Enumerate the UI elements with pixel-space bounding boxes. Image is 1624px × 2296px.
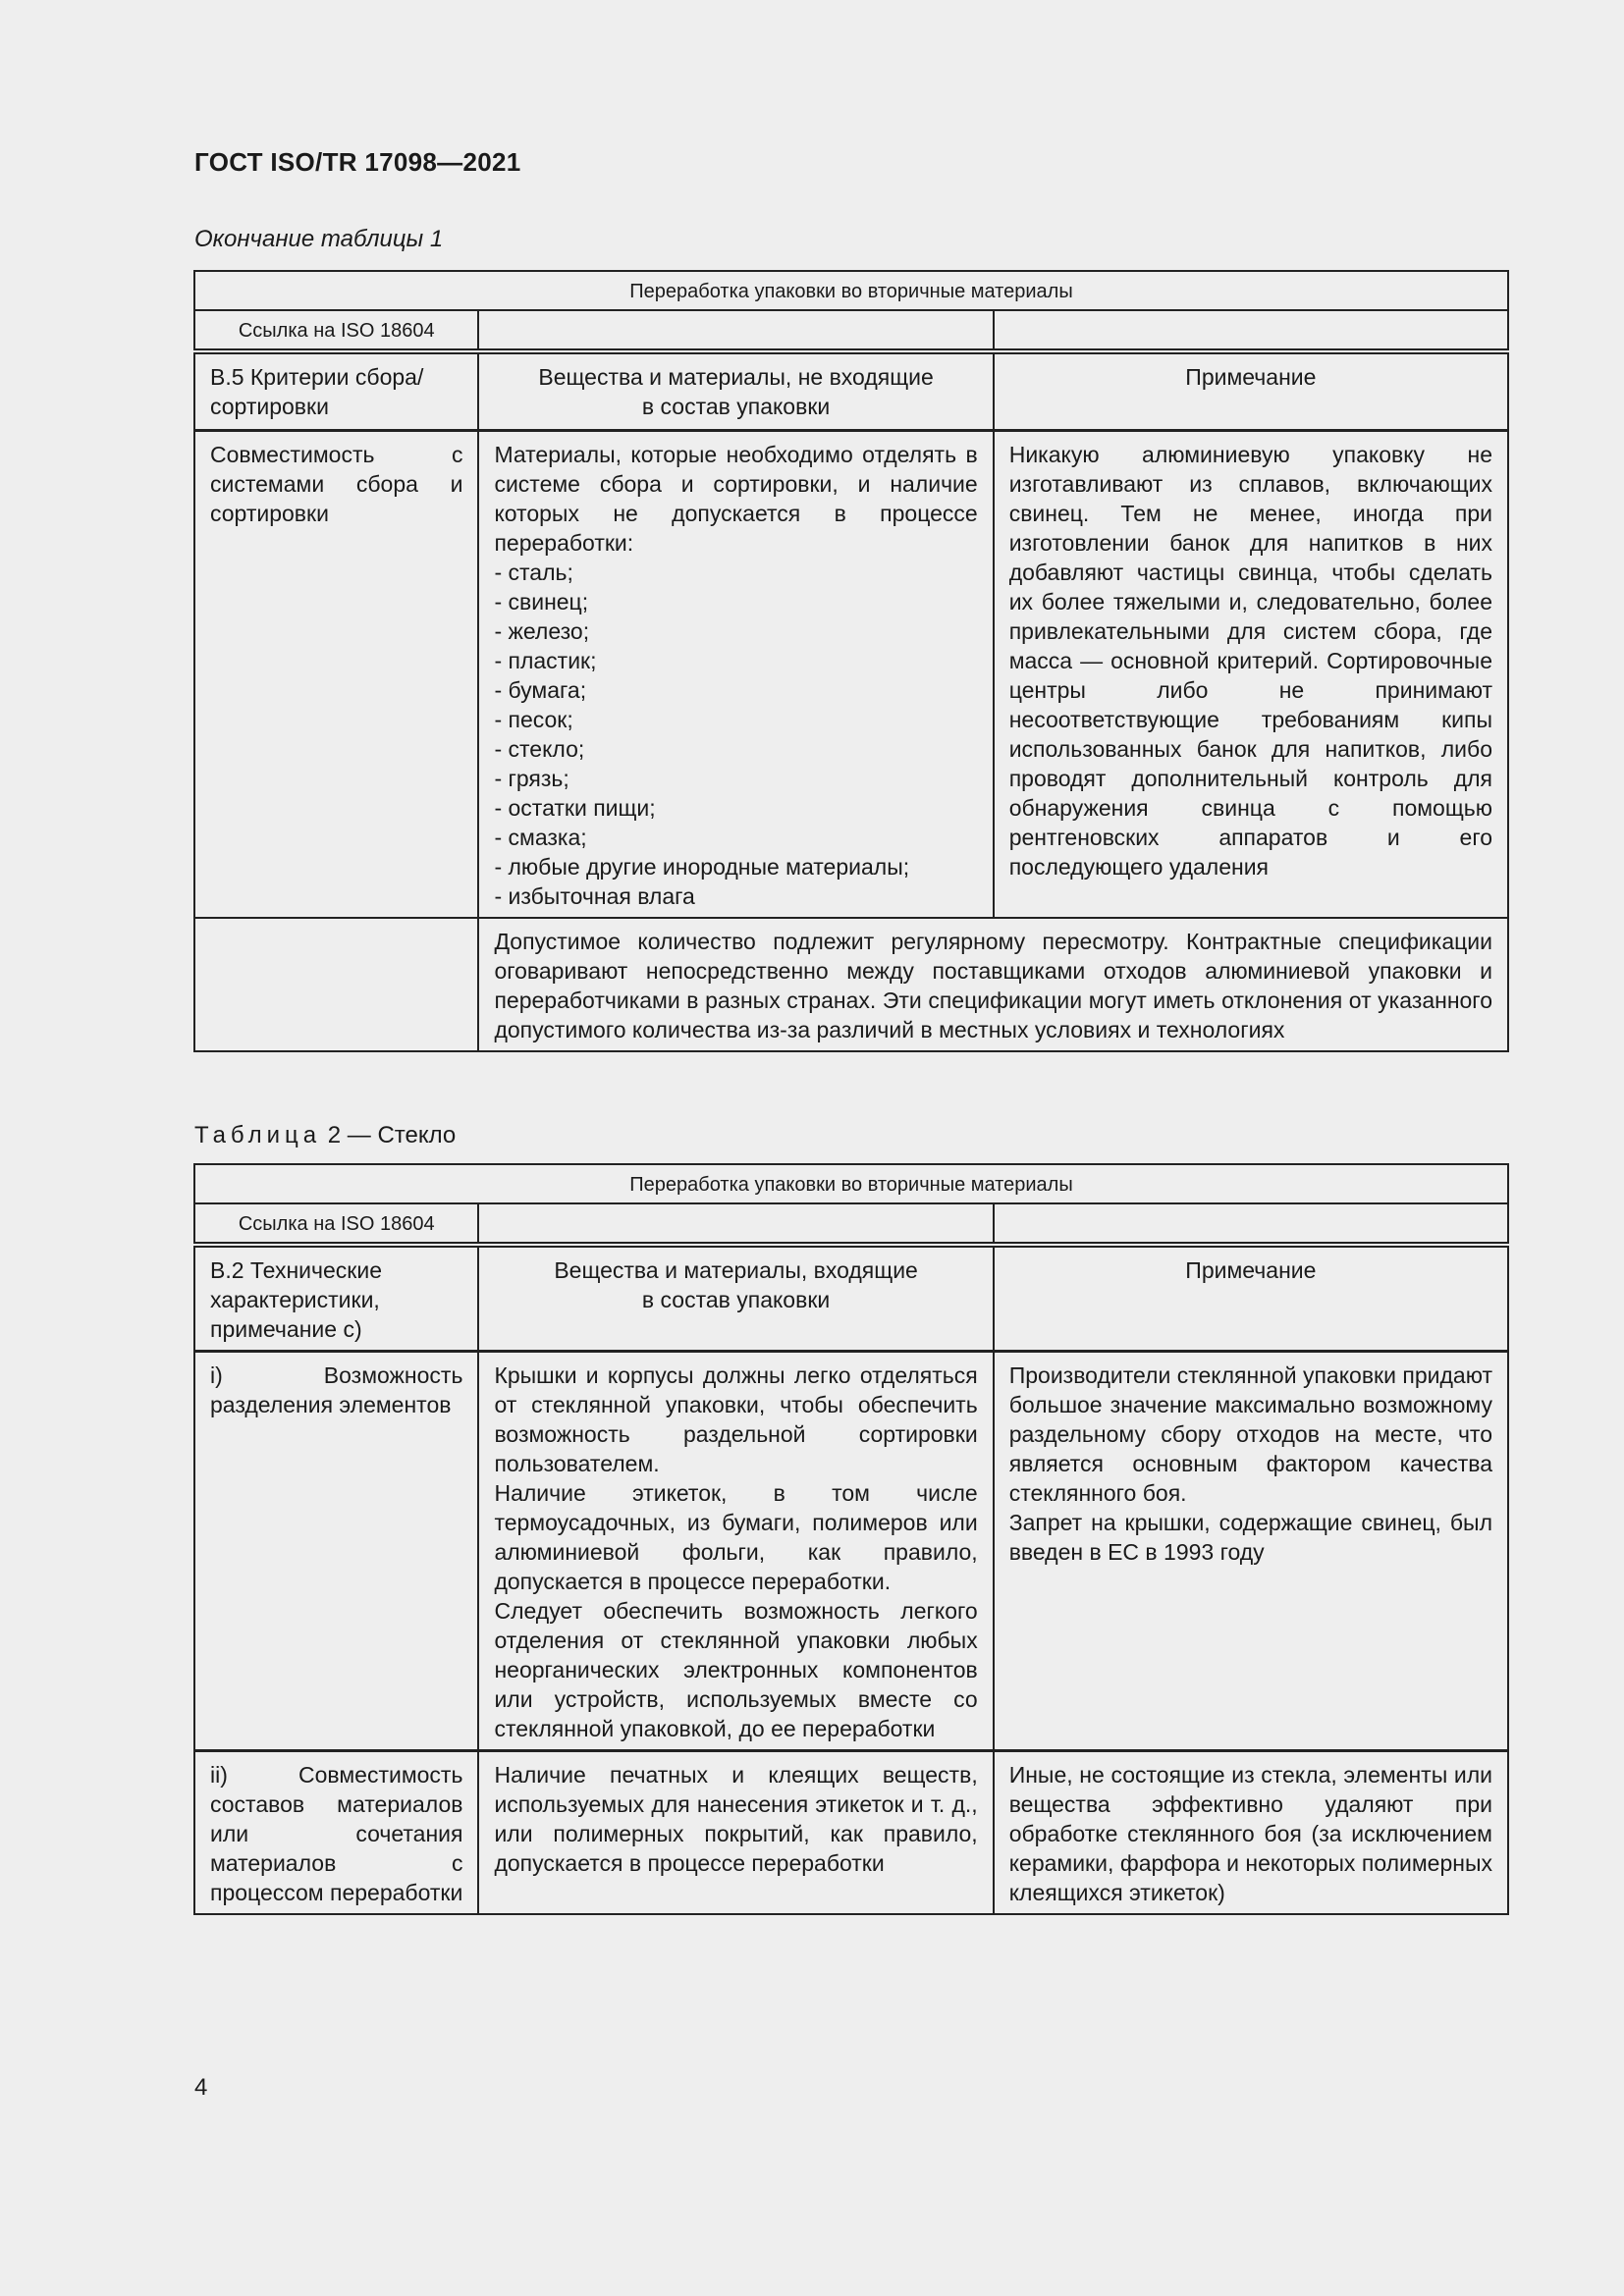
table-2-row1-note bbox=[994, 1352, 1508, 1751]
material-item: - избыточная влага bbox=[494, 883, 695, 909]
table-2-caption-rest: 2 — Стекло bbox=[321, 1122, 457, 1148]
table-2-ref-empty-2 bbox=[994, 1203, 1508, 1245]
page-number: 4 bbox=[194, 2074, 208, 2101]
material-item: - стекло; bbox=[494, 736, 585, 762]
material-item: - песок; bbox=[494, 707, 573, 732]
table-2-caption bbox=[194, 1122, 456, 1149]
table-1-col2-header-line1: Вещества и материалы, не входящие bbox=[538, 364, 934, 390]
table-1-col3-header: Примечание bbox=[994, 351, 1508, 431]
table-1-row1-note: Никакую алюминиевую упаковку не изготавливают из сплавов, включающих свинец. Тем не менее, иногда при изготовлении банок для напитков в них добавляют частицы свинца, чтобы сделать их более тяжелыми и, следовательно, более привлекательными для систем сбора, где масса — основной критерий. Сортировочные центры либо не принимают несоответствующие требованиям кипы использованных банок для напитков, либо проводят дополнительный контроль для обнаружения свинца с помощью рентгеновских аппаратов и его последующего удаления bbox=[994, 431, 1508, 919]
table-2-row1-criterion: i) Возможность разделения элементов bbox=[194, 1352, 478, 1751]
table-2-col2-header-line1: Вещества и материалы, входящие bbox=[554, 1257, 918, 1283]
table-2-row2-criterion: ii) Совместимость составов материалов или сочетания материалов с процессом переработки bbox=[194, 1751, 478, 1915]
table-2-col2-header-line2: в состав упаковки bbox=[641, 1287, 831, 1312]
paragraph: Крышки и корпусы должны легко отделяться от стеклянной упаковки, чтобы обеспечить возможность раздельной сортировки пользователем. bbox=[494, 1362, 978, 1476]
table-1-col1-header: B.5 Критерии сбора/ сортировки bbox=[194, 351, 478, 431]
table-2-col1-header: B.2 Технические характеристики, примечание c) bbox=[194, 1245, 478, 1352]
table-2-col2-header bbox=[478, 1245, 993, 1352]
material-item: - смазка; bbox=[494, 825, 587, 850]
materials-intro: Материалы, которые необходимо отделять в системе сбора и сортировки, и наличие которых не допускается в процессе переработки: bbox=[494, 442, 978, 556]
material-item: - любые другие инородные материалы; bbox=[494, 854, 910, 880]
material-item: - сталь; bbox=[494, 560, 573, 585]
table-2-row1-text bbox=[478, 1352, 993, 1751]
table-2 bbox=[193, 1163, 1509, 1915]
paragraph: Запрет на крышки, содержащие свинец, был введен в ЕС в 1993 году bbox=[1008, 1510, 1492, 1565]
material-item: - грязь; bbox=[494, 766, 569, 791]
material-item: - свинец; bbox=[494, 589, 589, 614]
table-2-col3-header: Примечание bbox=[994, 1245, 1508, 1352]
table-1-row1-materials bbox=[478, 431, 993, 919]
table-1-row1-criterion: Совместимость с системами сбора и сортировки bbox=[194, 431, 478, 919]
document-header: ГОСТ ISO/TR 17098—2021 bbox=[194, 147, 521, 177]
material-item: - бумага; bbox=[494, 677, 587, 703]
table-2-row2-text: Наличие печатных и клеящих веществ, используемых для нанесения этикеток и т. д., или полимерных покрытий, как правило, допускается в процессе переработки bbox=[478, 1751, 993, 1915]
paragraph: Наличие этикеток, в том числе термоусадочных, из бумаги, полимеров или алюминиевой фольги, как правило, допускается в процессе переработки. bbox=[494, 1480, 978, 1594]
material-item: - остатки пищи; bbox=[494, 795, 656, 821]
table-2-ref-empty-1 bbox=[478, 1203, 993, 1245]
material-item: - железо; bbox=[494, 618, 590, 644]
paragraph: Производители стеклянной упаковки придают большое значение максимально возможному раздельному сбору отходов на месте, что является основным фактором качества стеклянного боя. bbox=[1008, 1362, 1492, 1506]
table-1 bbox=[193, 270, 1509, 1052]
table-1-col2-header-line2: в состав упаковки bbox=[641, 394, 831, 419]
table-2-header: Переработка упаковки во вторичные материалы bbox=[194, 1164, 1508, 1203]
table-1-ref-empty-1 bbox=[478, 310, 993, 351]
table-2-row2-note: Иные, не состоящие из стекла, элементы или вещества эффективно удаляют при обработке стеклянного боя (за исключением керамики, фарфора и некоторых полимерных клеящихся этикеток) bbox=[994, 1751, 1508, 1915]
table-1-header: Переработка упаковки во вторичные материалы bbox=[194, 271, 1508, 310]
table-1-col2-header bbox=[478, 351, 993, 431]
table-2-ref-label: Ссылка на ISO 18604 bbox=[194, 1203, 478, 1245]
table-1-row2-note: Допустимое количество подлежит регулярному пересмотру. Контрактные спецификации оговаривают непосредственно между поставщиками отходов алюминиевой упаковки и переработчиками в разных странах. Эти спецификации могут иметь отклонения от указанного допустимого количества из-за различий в местных условиях и технологиях bbox=[478, 918, 1508, 1051]
paragraph: Следует обеспечить возможность легкого отделения от стеклянной упаковки любых неорганических электронных компонентов или устройств, используемых вместе со стеклянной упаковкой, до ее переработки bbox=[494, 1598, 978, 1741]
table-2-caption-prefix: Таблица bbox=[194, 1122, 322, 1148]
table-continuation-label: Окончание таблицы 1 bbox=[194, 226, 444, 252]
table-1-row2-empty bbox=[194, 918, 478, 1051]
material-item: - пластик; bbox=[494, 648, 597, 673]
table-1-ref-empty-2 bbox=[994, 310, 1508, 351]
table-1-ref-label: Ссылка на ISO 18604 bbox=[194, 310, 478, 351]
